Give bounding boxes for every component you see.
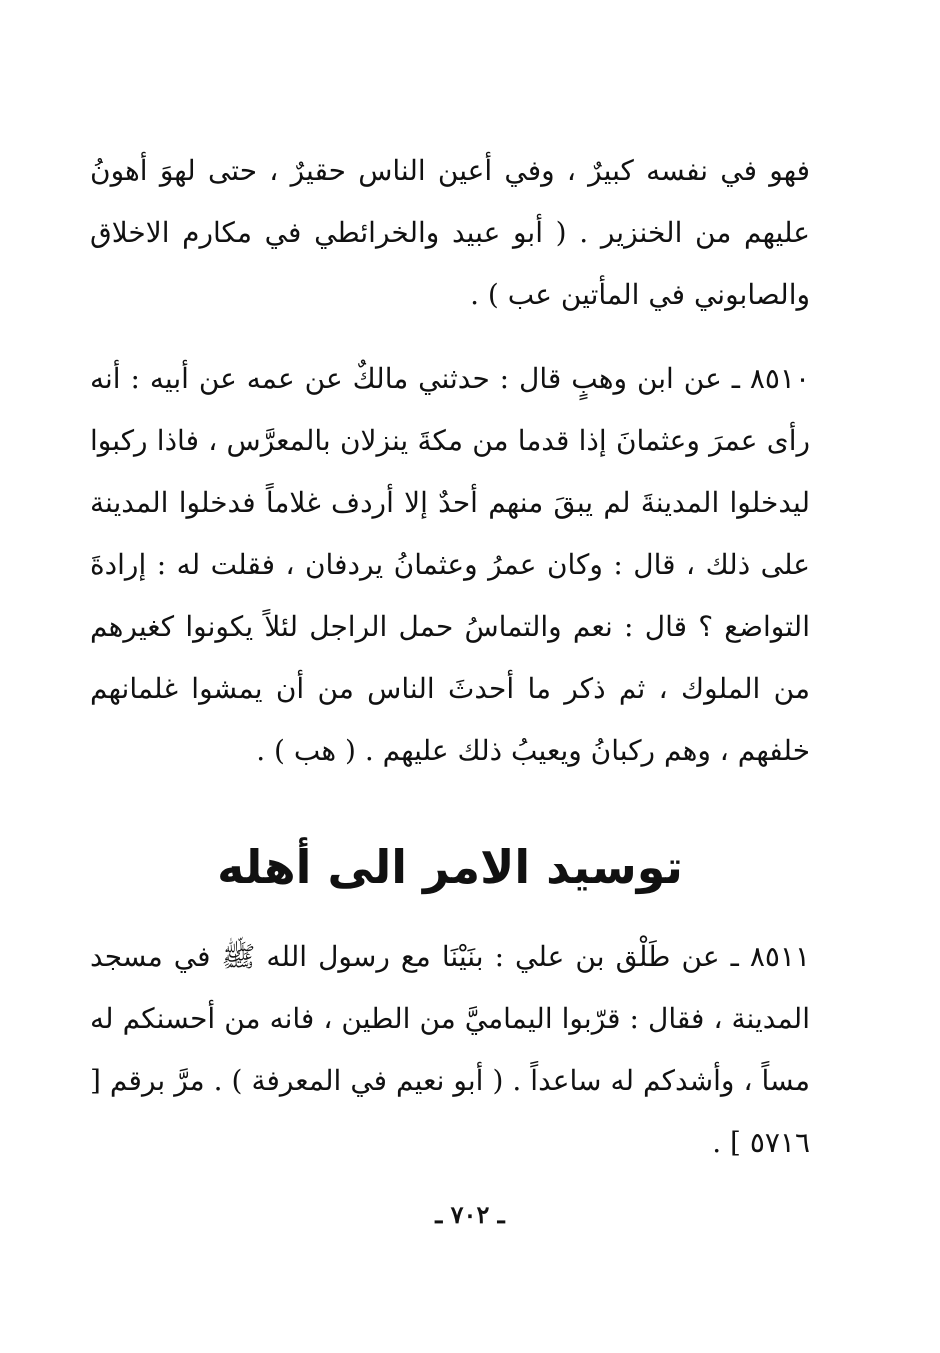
page-body xyxy=(90,140,810,1174)
section-heading: توسيد الامر الى أهله xyxy=(217,840,683,894)
page-number: ـ ٧٠٢ ـ xyxy=(435,1200,505,1229)
paragraph-continuation: فهو في نفسه كبيرٌ ، وفي أعين الناس حقيرٌ ، حتى لهوَ أهونُ عليهم من الخنزير . ( أبو عبيد والخرائطي في مكارم الاخلاق والصابوني في المأتين عب ) . xyxy=(90,154,810,311)
hadith-8510: ٨٥١٠ ـ عن ابن وهبٍ قال : حدثني مالكٌ عن عمه عن أبيه : أنه رأى عمرَ وعثمانَ إذا قدما من مكةَ ينزلان بالمعرَّس ، فاذا ركبوا ليدخلوا المدينةَ لم يبقَ منهم أحدٌ إلا أردف غلاماً فدخلوا المدينة على ذلك ، قال : وكان عمرُ وعثمانُ يردفان ، فقلت له : إرادةَ التواضع ؟ قال : نعم والتماسُ حمل الراجل لئلاً يكونوا كغيرهم من الملوك ، ثم ذكر ما أحدثَ الناس من أن يمشوا غلمانهم خلفهم ، وهم ركبانُ ويعيبُ ذلك عليهم . ( هب ) . xyxy=(90,362,810,767)
hadith-8511: ٨٥١١ ـ عن طَلْق بن علي : بنَيْنَا مع رسول الله ﷺ في مسجد المدينة ، فقال : قرّبوا اليماميَّ من الطين ، فانه من أحسنكم له مساً ، وأشدكم له ساعداً . ( أبو نعيم في المعرفة ) . مرَّ برقم [ ٥٧١٦ ] . xyxy=(90,940,810,1159)
